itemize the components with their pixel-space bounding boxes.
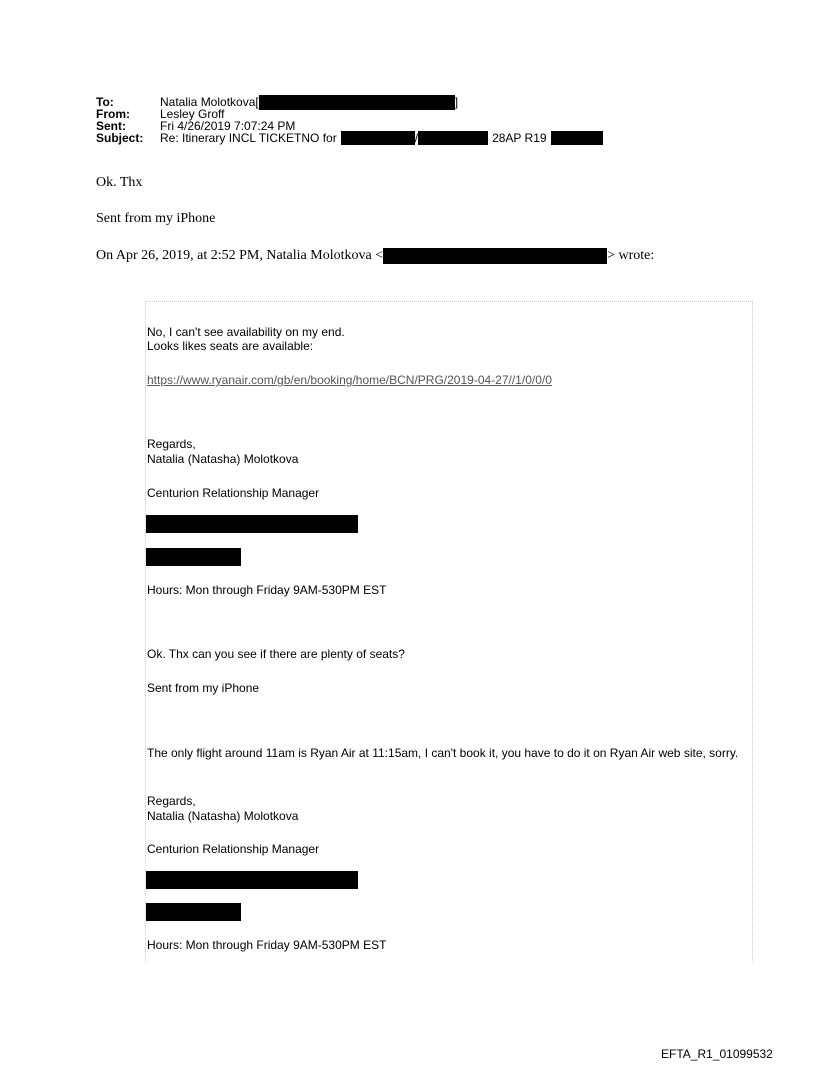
quote-intro-text: On Apr 26, 2019, at 2:52 PM, Natalia Molotkova < xyxy=(96,248,384,263)
reply-signature: Sent from my iPhone xyxy=(96,211,216,226)
subject-row xyxy=(96,132,603,144)
subject-label: Subject: xyxy=(96,131,144,145)
from-label: From: xyxy=(96,107,130,121)
quote-intro-end: > wrote: xyxy=(607,248,655,263)
regards-text: Regards, xyxy=(147,794,196,808)
signature-name: Natalia (Natasha) Molotkova xyxy=(147,452,299,466)
regards-text: Regards, xyxy=(147,437,196,451)
quoted-text: Looks likes seats are available: xyxy=(147,339,314,353)
redaction-box xyxy=(383,248,607,264)
redaction-box xyxy=(146,548,241,566)
signature-title: Centurion Relationship Manager xyxy=(147,486,320,500)
quoted-text: No, I can't see availability on my end. xyxy=(147,325,345,339)
ryanair-link[interactable]: https://www.ryanair.com/gb/en/booking/home/BCN/PRG/2019-04-27//1/0/0/0 xyxy=(147,373,552,387)
subject-value: Re: Itinerary INCL TICKETNO for xyxy=(160,131,337,145)
email-header xyxy=(96,96,603,144)
to-close: ] xyxy=(454,95,459,109)
from-value: Lesley Groff xyxy=(160,107,225,121)
redaction-box xyxy=(259,95,455,110)
document-id: EFTA_R1_01099532 xyxy=(661,1047,773,1061)
subject-slash: / xyxy=(414,131,419,145)
to-label: To: xyxy=(96,95,114,109)
quoted-message-box xyxy=(145,301,753,962)
sent-value: Fri 4/26/2019 7:07:24 PM xyxy=(160,119,296,133)
redaction-box xyxy=(341,131,415,145)
redaction-box xyxy=(551,131,603,145)
quoted-text: The only flight around 11am is Ryan Air at 11:15am, I can't book it, you have to do it on Ryan Air web site, sorry. xyxy=(147,746,739,760)
quote-intro xyxy=(96,248,654,264)
redaction-box xyxy=(418,131,488,145)
redaction-box xyxy=(146,903,241,921)
reply-text: Ok. Thx xyxy=(96,175,143,190)
signature-name: Natalia (Natasha) Molotkova xyxy=(147,809,299,823)
redaction-box xyxy=(146,515,358,533)
quoted-signature: Sent from my iPhone xyxy=(147,681,260,695)
quoted-text: Ok. Thx can you see if there are plenty of seats? xyxy=(147,647,405,661)
subject-tail: 28AP R19 xyxy=(492,131,547,145)
hours-text: Hours: Mon through Friday 9AM-530PM EST xyxy=(147,938,387,952)
sent-label: Sent: xyxy=(96,119,126,133)
redaction-box xyxy=(146,871,358,889)
hours-text: Hours: Mon through Friday 9AM-530PM EST xyxy=(147,583,387,597)
signature-title: Centurion Relationship Manager xyxy=(147,842,320,856)
to-value: Natalia Molotkova[ xyxy=(160,95,259,109)
